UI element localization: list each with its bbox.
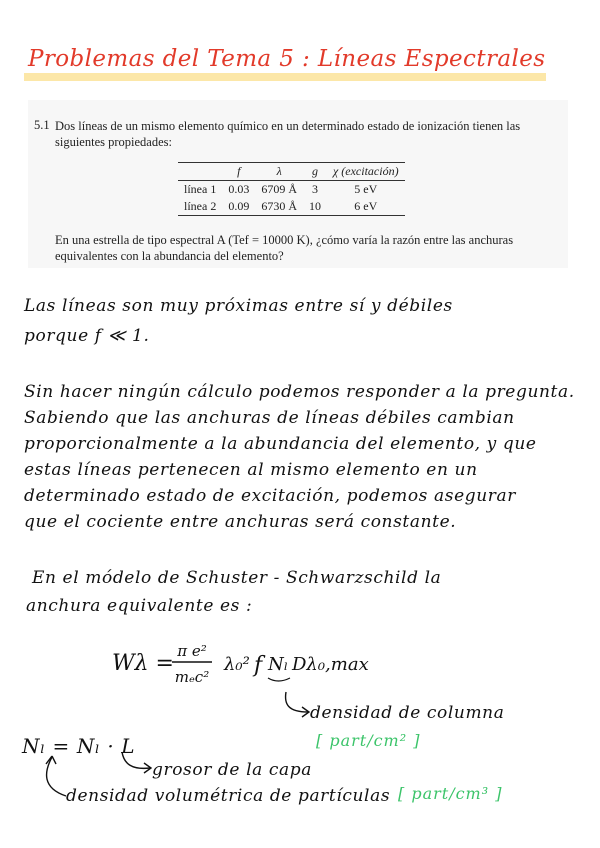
- table-cell: 5 eV: [354, 182, 378, 196]
- note-line: proporcionalmente a la abundancia del elemento, y que: [24, 434, 537, 454]
- page-title: Problemas del Tema 5 : Líneas Espectrales: [28, 46, 546, 72]
- note-line: Sin hacer ningún cálculo podemos responder a la pregunta.: [24, 382, 575, 402]
- note-line: anchura equivalente es :: [26, 596, 253, 616]
- note-line: determinado estado de excitación, podemos asegurar: [24, 486, 516, 506]
- volumetric-density-label: densidad volumétrica de partículas: [66, 786, 391, 806]
- table-header: f: [222, 163, 255, 181]
- table-row: [178, 181, 405, 199]
- note-line: Las líneas son muy próximas entre sí y débiles: [24, 296, 453, 316]
- table-header: [178, 163, 222, 181]
- table-row: [178, 198, 405, 216]
- table-cell: 6730 Å: [255, 198, 303, 216]
- note-line: porque f ≪ 1.: [24, 326, 150, 346]
- table-cell: 6709 Å: [261, 182, 297, 196]
- column-density-label: densidad de columna: [310, 703, 505, 723]
- formula-lambda: λ₀²: [224, 654, 250, 675]
- note-line: que el cociente entre anchuras será constante.: [24, 512, 457, 532]
- formula-denominator: mₑc²: [174, 668, 210, 686]
- formula-lhs: Wλ =: [112, 651, 174, 676]
- arrow-icon: [118, 750, 154, 776]
- formula-f: f: [254, 653, 263, 678]
- underbrace: [268, 678, 290, 681]
- problem-question: En una estrella de tipo espectral A (Tef = 10000 K), ¿cómo varía la razón entre las anchuras equivalentes con la abundancia del elemento?: [55, 233, 514, 263]
- note-line: En el módelo de Schuster - Schwarzschild la: [32, 568, 442, 588]
- volumetric-density-units: [ part/cm³ ]: [398, 784, 503, 803]
- thickness-label: grosor de la capa: [152, 760, 312, 780]
- page-title-block: [24, 44, 546, 84]
- formula-numerator: π e²: [177, 642, 207, 660]
- title-highlight: [24, 73, 546, 81]
- table-cell: 6 eV: [327, 198, 405, 216]
- table-header: λ: [255, 163, 303, 181]
- note-line: estas líneas pertenecen al mismo elemento en un: [24, 460, 478, 480]
- table-header: g: [303, 163, 327, 181]
- table-cell: 0.09: [222, 198, 255, 216]
- table-cell: 0.03: [228, 182, 250, 196]
- table-cell: 3: [312, 182, 318, 196]
- nl-equation: Nₗ = Nₗ · L: [22, 734, 136, 758]
- table-cell: 10: [303, 198, 327, 216]
- table-cell: línea 2: [178, 198, 222, 216]
- table-header: χ (excitación): [327, 163, 405, 181]
- formula-d: Dλ₀,max: [292, 654, 369, 675]
- equivalent-width-formula: [112, 634, 372, 694]
- problem-statement: Dos líneas de un mismo elemento químico en un determinado estado de ionización tienen las siguientes propiedades:: [55, 119, 521, 149]
- table-header-row: [178, 163, 405, 181]
- problem-number: 5.1: [34, 118, 50, 132]
- arrow-icon: [280, 690, 314, 720]
- note-line: Sabiendo que las anchuras de líneas débiles cambian: [24, 408, 515, 428]
- problem-statement-box: [28, 100, 568, 268]
- column-density-units: [ part/cm² ]: [316, 731, 421, 750]
- table-cell: línea 1: [184, 182, 217, 196]
- formula-nl: Nₗ: [268, 654, 289, 675]
- properties-table: [178, 162, 405, 216]
